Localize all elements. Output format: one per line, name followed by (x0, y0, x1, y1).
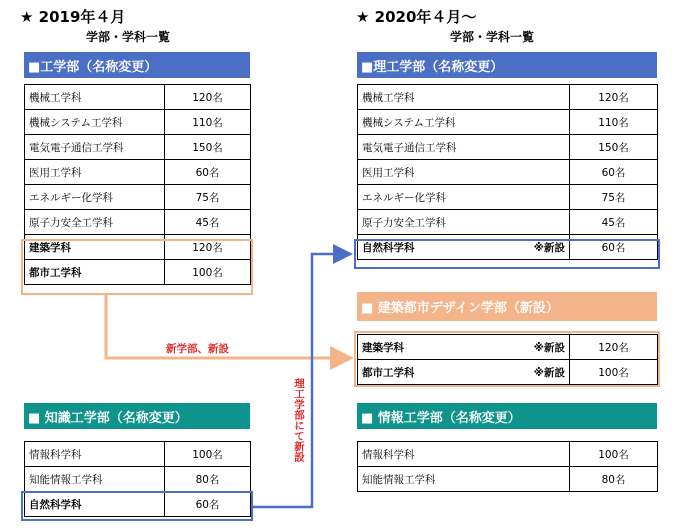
dept-name: 機械システム工学科 (25, 110, 165, 135)
dept-name: エネルギー化学科 (358, 185, 570, 210)
new-tag: ※新設 (498, 235, 570, 260)
dept-count: 75名 (570, 185, 658, 210)
blue-arrow-label: 理工学部にて新設 (293, 378, 305, 462)
dept-count: 120名 (570, 85, 658, 110)
dept-count: 100名 (570, 360, 658, 385)
dept-name: 自然科学科 (358, 235, 498, 260)
dept-name: 原子力安全工学科 (25, 210, 165, 235)
dept-count: 60名 (570, 160, 658, 185)
new-tag: ※新設 (498, 360, 570, 385)
dept-name: 医用工学科 (25, 160, 165, 185)
dept-count: 110名 (570, 110, 658, 135)
dept-count: 120名 (165, 85, 251, 110)
right-faculty-header-science-engineering: ■理工学部（名称変更） (357, 52, 657, 78)
dept-name: 機械システム工学科 (358, 110, 570, 135)
dept-count: 150名 (165, 135, 251, 160)
left-title: ★ 2019年４月 (20, 8, 126, 26)
new-tag: ※新設 (498, 335, 570, 360)
dept-count: 80名 (570, 467, 658, 492)
dept-name: 自然科学科 (25, 492, 165, 517)
dept-count: 100名 (570, 442, 658, 467)
dept-name: エネルギー化学科 (25, 185, 165, 210)
dept-name: 医用工学科 (358, 160, 570, 185)
dept-count: 120名 (165, 235, 251, 260)
dept-name: 都市工学科 (25, 260, 165, 285)
dept-count: 60名 (165, 160, 251, 185)
dept-name: 建築学科 (358, 335, 498, 360)
dept-name: 都市工学科 (358, 360, 498, 385)
left-subtitle: 学部・学科一覧 (86, 30, 171, 44)
dept-name: 電気電子通信工学科 (358, 135, 570, 160)
dept-name: 知能情報工学科 (358, 467, 570, 492)
orange-arrow-label: 新学部、新設 (166, 343, 229, 355)
dept-count: 120名 (570, 335, 658, 360)
dept-count: 60名 (165, 492, 251, 517)
left-faculty-header-knowledge: ■ 知識工学部（名称変更） (24, 403, 250, 429)
right-title: ★ 2020年４月～ (356, 8, 477, 26)
right-faculty-header-information: ■ 情報工学部（名称変更） (357, 403, 657, 429)
dept-count: 110名 (165, 110, 251, 135)
dept-count: 100名 (165, 260, 251, 285)
dept-count: 45名 (570, 210, 658, 235)
dept-name: 建築学科 (25, 235, 165, 260)
dept-name: 機械工学科 (358, 85, 570, 110)
right-faculty-header-architecture: ■ 建築都市デザイン学部（新設） (357, 292, 657, 321)
dept-name: 情報科学科 (358, 442, 570, 467)
dept-name: 原子力安全工学科 (358, 210, 570, 235)
dept-count: 150名 (570, 135, 658, 160)
dept-count: 45名 (165, 210, 251, 235)
right-subtitle: 学部・学科一覧 (450, 30, 535, 44)
dept-name: 知能情報工学科 (25, 467, 165, 492)
dept-count: 60名 (570, 235, 658, 260)
dept-name: 機械工学科 (25, 85, 165, 110)
dept-name: 情報科学科 (25, 442, 165, 467)
dept-name: 電気電子通信工学科 (25, 135, 165, 160)
left-faculty-header-engineering: ■工学部（名称変更） (24, 52, 250, 78)
dept-count: 80名 (165, 467, 251, 492)
dept-count: 75名 (165, 185, 251, 210)
dept-count: 100名 (165, 442, 251, 467)
